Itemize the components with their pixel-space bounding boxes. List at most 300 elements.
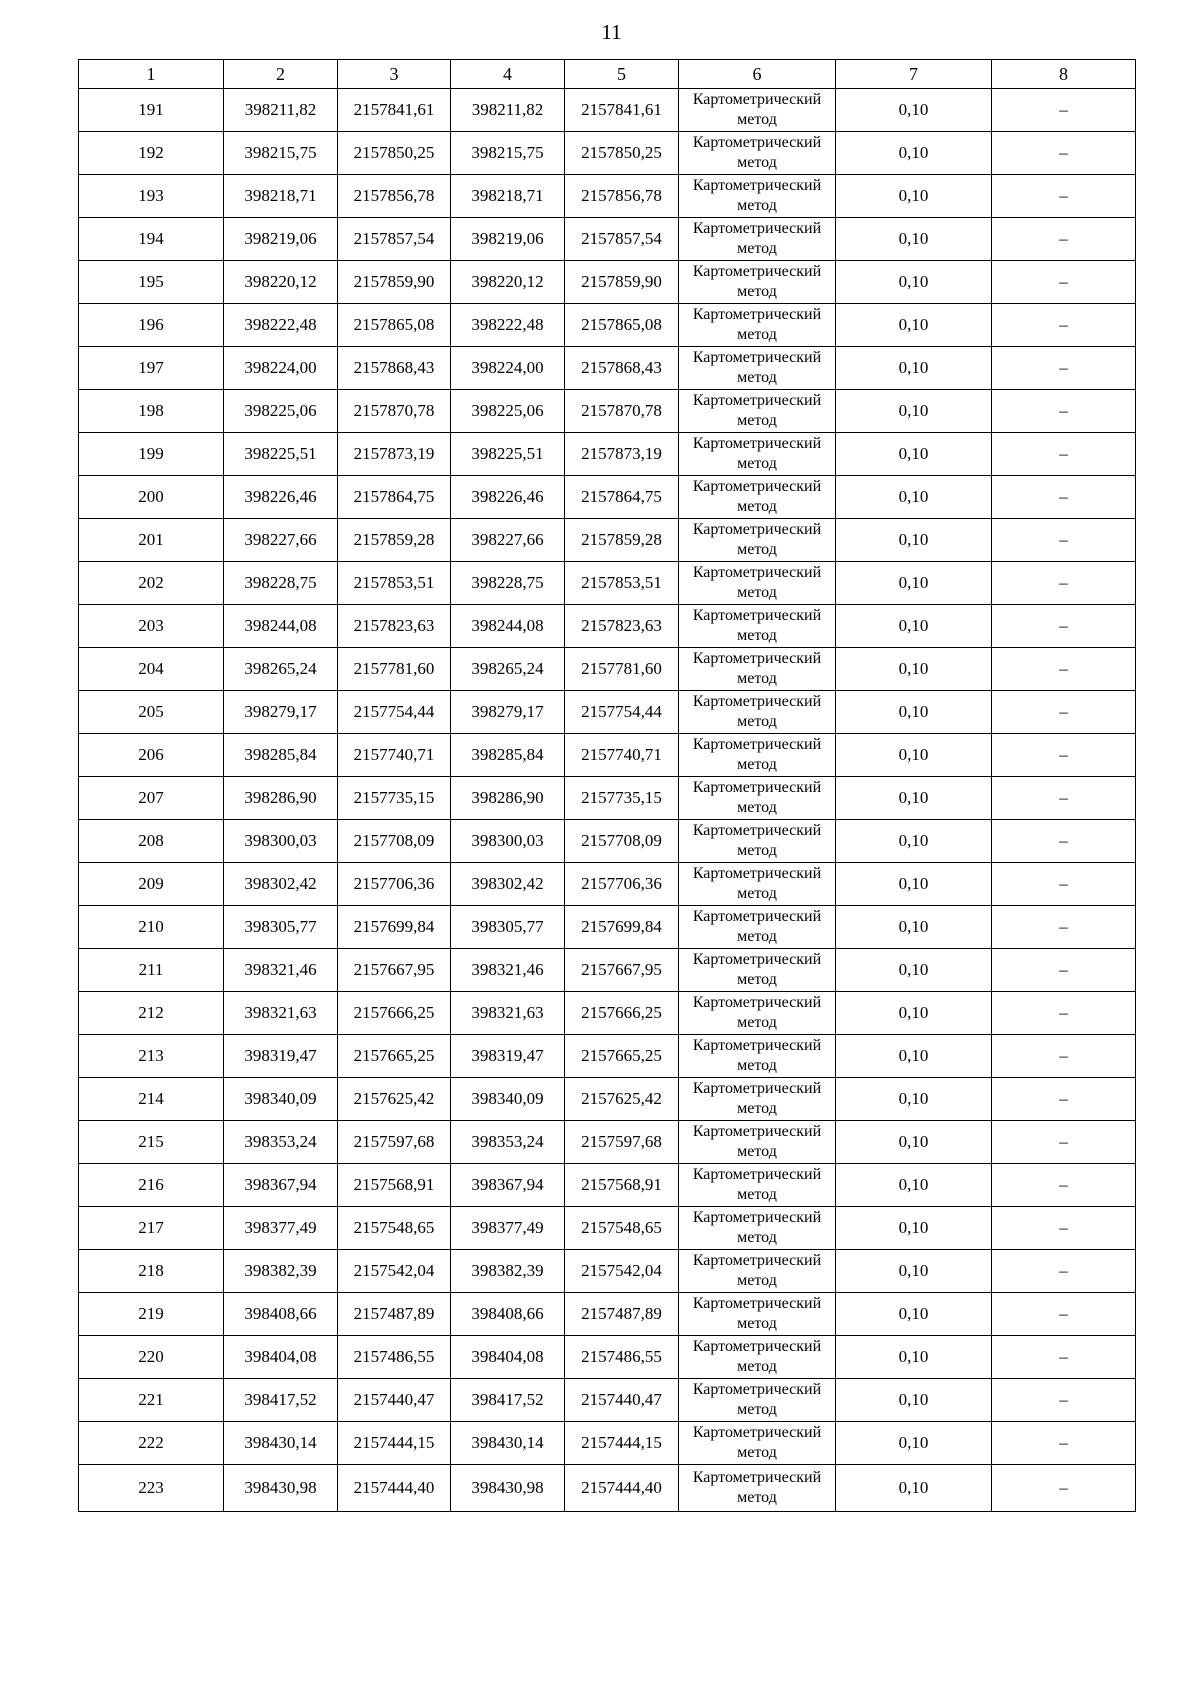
method-line-1: Картометрический (692, 306, 822, 323)
method-cell (679, 1422, 836, 1465)
method-line-2: метод (737, 1358, 777, 1375)
y-new-cell: 2157568,91 (565, 1164, 679, 1207)
accuracy-cell: 0,10 (836, 218, 992, 261)
table-row (79, 1078, 1136, 1121)
y-new-cell: 2157823,63 (565, 605, 679, 648)
y-existing-cell: 2157865,08 (338, 304, 451, 347)
y-existing-cell: 2157850,25 (338, 132, 451, 175)
description-cell: – (992, 777, 1136, 820)
method-line-2: метод (737, 498, 777, 515)
description-cell: – (992, 390, 1136, 433)
x-existing-cell: 398408,66 (224, 1293, 338, 1336)
x-new-cell: 398340,09 (451, 1078, 565, 1121)
y-existing-cell: 2157597,68 (338, 1121, 451, 1164)
method-line-2: метод (737, 885, 777, 902)
method-line-2: метод (737, 283, 777, 300)
method-line-2: метод (737, 842, 777, 859)
description-cell: – (992, 1336, 1136, 1379)
accuracy-cell: 0,10 (836, 562, 992, 605)
y-new-cell: 2157865,08 (565, 304, 679, 347)
description-cell: – (992, 218, 1136, 261)
x-new-cell: 398219,06 (451, 218, 565, 261)
x-existing-cell: 398353,24 (224, 1121, 338, 1164)
method-line-1: Картометрический (692, 1166, 822, 1183)
method-line-2: метод (737, 154, 777, 171)
method-cell (679, 175, 836, 218)
table-row (79, 1422, 1136, 1465)
method-line-1: Картометрический (692, 650, 822, 667)
x-new-cell: 398227,66 (451, 519, 565, 562)
table-row (79, 132, 1136, 175)
y-existing-cell: 2157548,65 (338, 1207, 451, 1250)
point-number-cell: 215 (79, 1121, 224, 1164)
table-row (79, 992, 1136, 1035)
x-new-cell: 398430,98 (451, 1465, 565, 1512)
y-existing-cell: 2157444,15 (338, 1422, 451, 1465)
x-existing-cell: 398222,48 (224, 304, 338, 347)
method-line-1: Картометрический (692, 951, 822, 968)
method-line-1: Картометрический (692, 134, 822, 151)
y-new-cell: 2157853,51 (565, 562, 679, 605)
method-line-2: метод (737, 1229, 777, 1246)
table-row (79, 1121, 1136, 1164)
method-cell (679, 1336, 836, 1379)
x-existing-cell: 398340,09 (224, 1078, 338, 1121)
x-existing-cell: 398367,94 (224, 1164, 338, 1207)
x-existing-cell: 398305,77 (224, 906, 338, 949)
table-row (79, 476, 1136, 519)
method-cell (679, 863, 836, 906)
description-cell: – (992, 734, 1136, 777)
accuracy-cell: 0,10 (836, 1336, 992, 1379)
method-cell (679, 906, 836, 949)
method-line-1: Картометрический (692, 1080, 822, 1097)
description-cell: – (992, 992, 1136, 1035)
method-line-1: Картометрический (692, 1037, 822, 1054)
table-row (79, 1336, 1136, 1379)
table-row (79, 175, 1136, 218)
y-existing-cell: 2157665,25 (338, 1035, 451, 1078)
y-existing-cell: 2157873,19 (338, 433, 451, 476)
x-existing-cell: 398430,14 (224, 1422, 338, 1465)
y-new-cell: 2157870,78 (565, 390, 679, 433)
method-line-1: Картометрический (692, 607, 822, 624)
x-new-cell: 398302,42 (451, 863, 565, 906)
method-cell (679, 562, 836, 605)
table-row (79, 863, 1136, 906)
table-row (79, 89, 1136, 132)
y-existing-cell: 2157699,84 (338, 906, 451, 949)
page-number: 11 (601, 20, 622, 44)
y-new-cell: 2157486,55 (565, 1336, 679, 1379)
column-header: 3 (338, 60, 451, 89)
table-row (79, 261, 1136, 304)
table-row (79, 390, 1136, 433)
y-new-cell: 2157856,78 (565, 175, 679, 218)
accuracy-cell: 0,10 (836, 820, 992, 863)
x-existing-cell: 398224,00 (224, 347, 338, 390)
method-cell (679, 992, 836, 1035)
column-header: 4 (451, 60, 565, 89)
description-cell: – (992, 1164, 1136, 1207)
accuracy-cell: 0,10 (836, 390, 992, 433)
y-new-cell: 2157850,25 (565, 132, 679, 175)
y-existing-cell: 2157857,54 (338, 218, 451, 261)
x-new-cell: 398367,94 (451, 1164, 565, 1207)
method-line-1: Картометрический (692, 994, 822, 1011)
x-new-cell: 398224,00 (451, 347, 565, 390)
y-new-cell: 2157781,60 (565, 648, 679, 691)
x-existing-cell: 398382,39 (224, 1250, 338, 1293)
table-row (79, 1250, 1136, 1293)
method-cell (679, 1379, 836, 1422)
accuracy-cell: 0,10 (836, 1121, 992, 1164)
description-cell: – (992, 1465, 1136, 1512)
point-number-cell: 213 (79, 1035, 224, 1078)
accuracy-cell: 0,10 (836, 1379, 992, 1422)
method-line-1: Картометрический (692, 1295, 822, 1312)
y-new-cell: 2157864,75 (565, 476, 679, 519)
column-number-row (79, 60, 1136, 89)
x-new-cell: 398286,90 (451, 777, 565, 820)
description-cell: – (992, 519, 1136, 562)
point-number-cell: 191 (79, 89, 224, 132)
x-new-cell: 398225,06 (451, 390, 565, 433)
method-line-2: метод (737, 197, 777, 214)
method-line-2: метод (737, 1014, 777, 1031)
method-cell (679, 1078, 836, 1121)
x-existing-cell: 398215,75 (224, 132, 338, 175)
x-new-cell: 398220,12 (451, 261, 565, 304)
x-existing-cell: 398228,75 (224, 562, 338, 605)
x-existing-cell: 398286,90 (224, 777, 338, 820)
accuracy-cell: 0,10 (836, 347, 992, 390)
method-cell (679, 734, 836, 777)
accuracy-cell: 0,10 (836, 691, 992, 734)
method-line-1: Картометрический (692, 1338, 822, 1355)
method-cell (679, 1035, 836, 1078)
point-number-cell: 208 (79, 820, 224, 863)
accuracy-cell: 0,10 (836, 1164, 992, 1207)
point-number-cell: 206 (79, 734, 224, 777)
x-new-cell: 398404,08 (451, 1336, 565, 1379)
x-existing-cell: 398417,52 (224, 1379, 338, 1422)
method-line-1: Картометрический (692, 220, 822, 237)
point-number-cell: 205 (79, 691, 224, 734)
method-line-2: метод (737, 1401, 777, 1418)
y-existing-cell: 2157781,60 (338, 648, 451, 691)
x-new-cell: 398353,24 (451, 1121, 565, 1164)
y-existing-cell: 2157486,55 (338, 1336, 451, 1379)
method-line-2: метод (737, 928, 777, 945)
x-new-cell: 398430,14 (451, 1422, 565, 1465)
y-existing-cell: 2157444,40 (338, 1465, 451, 1512)
method-line-1: Картометрический (692, 349, 822, 366)
accuracy-cell: 0,10 (836, 777, 992, 820)
point-number-cell: 192 (79, 132, 224, 175)
x-existing-cell: 398219,06 (224, 218, 338, 261)
method-line-1: Картометрический (692, 478, 822, 495)
table-row (79, 906, 1136, 949)
accuracy-cell: 0,10 (836, 132, 992, 175)
x-new-cell: 398321,46 (451, 949, 565, 992)
method-line-2: метод (737, 1100, 777, 1117)
method-line-2: метод (737, 1489, 777, 1506)
method-cell (679, 949, 836, 992)
column-header: 8 (992, 60, 1136, 89)
y-existing-cell: 2157706,36 (338, 863, 451, 906)
x-existing-cell: 398211,82 (224, 89, 338, 132)
description-cell: – (992, 1121, 1136, 1164)
method-line-1: Картометрический (692, 779, 822, 796)
method-cell (679, 648, 836, 691)
accuracy-cell: 0,10 (836, 605, 992, 648)
x-existing-cell: 398279,17 (224, 691, 338, 734)
table-row (79, 562, 1136, 605)
x-new-cell: 398305,77 (451, 906, 565, 949)
point-number-cell: 202 (79, 562, 224, 605)
method-line-2: метод (737, 326, 777, 343)
method-line-2: метод (737, 412, 777, 429)
y-new-cell: 2157487,89 (565, 1293, 679, 1336)
point-number-cell: 201 (79, 519, 224, 562)
description-cell: – (992, 949, 1136, 992)
method-cell (679, 1250, 836, 1293)
x-new-cell: 398265,24 (451, 648, 565, 691)
x-new-cell: 398226,46 (451, 476, 565, 519)
method-cell (679, 433, 836, 476)
x-existing-cell: 398377,49 (224, 1207, 338, 1250)
y-existing-cell: 2157823,63 (338, 605, 451, 648)
point-number-cell: 199 (79, 433, 224, 476)
y-new-cell: 2157667,95 (565, 949, 679, 992)
point-number-cell: 198 (79, 390, 224, 433)
x-existing-cell: 398321,46 (224, 949, 338, 992)
x-existing-cell: 398300,03 (224, 820, 338, 863)
description-cell: – (992, 89, 1136, 132)
y-new-cell: 2157857,54 (565, 218, 679, 261)
y-existing-cell: 2157740,71 (338, 734, 451, 777)
method-line-2: метод (737, 1315, 777, 1332)
table-row (79, 648, 1136, 691)
point-number-cell: 196 (79, 304, 224, 347)
method-line-2: метод (737, 584, 777, 601)
x-existing-cell: 398404,08 (224, 1336, 338, 1379)
method-line-1: Картометрический (692, 263, 822, 280)
point-number-cell: 193 (79, 175, 224, 218)
point-number-cell: 204 (79, 648, 224, 691)
description-cell: – (992, 476, 1136, 519)
table-row (79, 734, 1136, 777)
y-existing-cell: 2157864,75 (338, 476, 451, 519)
y-existing-cell: 2157754,44 (338, 691, 451, 734)
method-line-2: метод (737, 1186, 777, 1203)
y-new-cell: 2157542,04 (565, 1250, 679, 1293)
y-existing-cell: 2157859,90 (338, 261, 451, 304)
accuracy-cell: 0,10 (836, 1250, 992, 1293)
point-number-cell: 209 (79, 863, 224, 906)
point-number-cell: 216 (79, 1164, 224, 1207)
x-existing-cell: 398227,66 (224, 519, 338, 562)
accuracy-cell: 0,10 (836, 304, 992, 347)
accuracy-cell: 0,10 (836, 1035, 992, 1078)
table-row (79, 605, 1136, 648)
accuracy-cell: 0,10 (836, 992, 992, 1035)
method-line-1: Картометрический (692, 822, 822, 839)
description-cell: – (992, 648, 1136, 691)
method-line-2: метод (737, 541, 777, 558)
y-new-cell: 2157440,47 (565, 1379, 679, 1422)
method-cell (679, 89, 836, 132)
method-cell (679, 390, 836, 433)
column-header: 5 (565, 60, 679, 89)
description-cell: – (992, 863, 1136, 906)
x-new-cell: 398215,75 (451, 132, 565, 175)
y-new-cell: 2157735,15 (565, 777, 679, 820)
point-number-cell: 220 (79, 1336, 224, 1379)
description-cell: – (992, 261, 1136, 304)
description-cell: – (992, 691, 1136, 734)
method-line-2: метод (737, 971, 777, 988)
x-existing-cell: 398218,71 (224, 175, 338, 218)
y-new-cell: 2157665,25 (565, 1035, 679, 1078)
description-cell: – (992, 175, 1136, 218)
description-cell: – (992, 562, 1136, 605)
point-number-cell: 211 (79, 949, 224, 992)
description-cell: – (992, 1250, 1136, 1293)
y-new-cell: 2157548,65 (565, 1207, 679, 1250)
method-line-1: Картометрический (692, 1469, 822, 1486)
y-new-cell: 2157444,15 (565, 1422, 679, 1465)
table-row (79, 1164, 1136, 1207)
x-existing-cell: 398302,42 (224, 863, 338, 906)
method-line-1: Картометрический (692, 908, 822, 925)
table-row (79, 1293, 1136, 1336)
description-cell: – (992, 1035, 1136, 1078)
description-cell: – (992, 433, 1136, 476)
method-cell (679, 1293, 836, 1336)
x-new-cell: 398244,08 (451, 605, 565, 648)
table-row (79, 777, 1136, 820)
accuracy-cell: 0,10 (836, 1207, 992, 1250)
x-existing-cell: 398225,51 (224, 433, 338, 476)
description-cell: – (992, 347, 1136, 390)
accuracy-cell: 0,10 (836, 175, 992, 218)
x-existing-cell: 398225,06 (224, 390, 338, 433)
x-existing-cell: 398285,84 (224, 734, 338, 777)
table-row (79, 347, 1136, 390)
method-line-1: Картометрический (692, 91, 822, 108)
method-line-1: Картометрический (692, 1381, 822, 1398)
accuracy-cell: 0,10 (836, 1465, 992, 1512)
table-row (79, 1035, 1136, 1078)
accuracy-cell: 0,10 (836, 89, 992, 132)
x-new-cell: 398218,71 (451, 175, 565, 218)
method-line-2: метод (737, 713, 777, 730)
y-new-cell: 2157597,68 (565, 1121, 679, 1164)
method-line-2: метод (737, 111, 777, 128)
x-existing-cell: 398430,98 (224, 1465, 338, 1512)
y-existing-cell: 2157853,51 (338, 562, 451, 605)
method-line-2: метод (737, 670, 777, 687)
x-existing-cell: 398226,46 (224, 476, 338, 519)
x-existing-cell: 398244,08 (224, 605, 338, 648)
y-new-cell: 2157444,40 (565, 1465, 679, 1512)
coordinates-table (78, 59, 1136, 1512)
table-row (79, 433, 1136, 476)
y-new-cell: 2157740,71 (565, 734, 679, 777)
y-existing-cell: 2157868,43 (338, 347, 451, 390)
description-cell: – (992, 304, 1136, 347)
method-cell (679, 1465, 836, 1512)
point-number-cell: 221 (79, 1379, 224, 1422)
table-row (79, 304, 1136, 347)
y-new-cell: 2157873,19 (565, 433, 679, 476)
point-number-cell: 212 (79, 992, 224, 1035)
x-new-cell: 398300,03 (451, 820, 565, 863)
method-line-2: метод (737, 1272, 777, 1289)
method-cell (679, 304, 836, 347)
table-row (79, 820, 1136, 863)
method-cell (679, 218, 836, 261)
x-new-cell: 398377,49 (451, 1207, 565, 1250)
method-line-1: Картометрический (692, 435, 822, 452)
accuracy-cell: 0,10 (836, 648, 992, 691)
accuracy-cell: 0,10 (836, 949, 992, 992)
x-new-cell: 398321,63 (451, 992, 565, 1035)
method-cell (679, 820, 836, 863)
method-line-1: Картометрический (692, 1123, 822, 1140)
x-new-cell: 398319,47 (451, 1035, 565, 1078)
point-number-cell: 195 (79, 261, 224, 304)
x-new-cell: 398285,84 (451, 734, 565, 777)
method-line-2: метод (737, 455, 777, 472)
accuracy-cell: 0,10 (836, 261, 992, 304)
description-cell: – (992, 820, 1136, 863)
table-row (79, 218, 1136, 261)
y-existing-cell: 2157708,09 (338, 820, 451, 863)
point-number-cell: 210 (79, 906, 224, 949)
x-new-cell: 398279,17 (451, 691, 565, 734)
y-existing-cell: 2157568,91 (338, 1164, 451, 1207)
point-number-cell: 200 (79, 476, 224, 519)
column-header: 6 (679, 60, 836, 89)
column-header: 1 (79, 60, 224, 89)
method-line-2: метод (737, 240, 777, 257)
y-new-cell: 2157859,28 (565, 519, 679, 562)
method-cell (679, 347, 836, 390)
method-line-2: метод (737, 1057, 777, 1074)
x-existing-cell: 398321,63 (224, 992, 338, 1035)
y-existing-cell: 2157542,04 (338, 1250, 451, 1293)
y-existing-cell: 2157870,78 (338, 390, 451, 433)
accuracy-cell: 0,10 (836, 1422, 992, 1465)
x-new-cell: 398382,39 (451, 1250, 565, 1293)
method-cell (679, 519, 836, 562)
table-row (79, 1465, 1136, 1512)
description-cell: – (992, 1379, 1136, 1422)
method-line-1: Картометрический (692, 564, 822, 581)
method-line-2: метод (737, 756, 777, 773)
description-cell: – (992, 1207, 1136, 1250)
method-line-1: Картометрический (692, 693, 822, 710)
description-cell: – (992, 906, 1136, 949)
point-number-cell: 219 (79, 1293, 224, 1336)
column-header: 7 (836, 60, 992, 89)
table-row (79, 519, 1136, 562)
method-line-2: метод (737, 799, 777, 816)
description-cell: – (992, 605, 1136, 648)
